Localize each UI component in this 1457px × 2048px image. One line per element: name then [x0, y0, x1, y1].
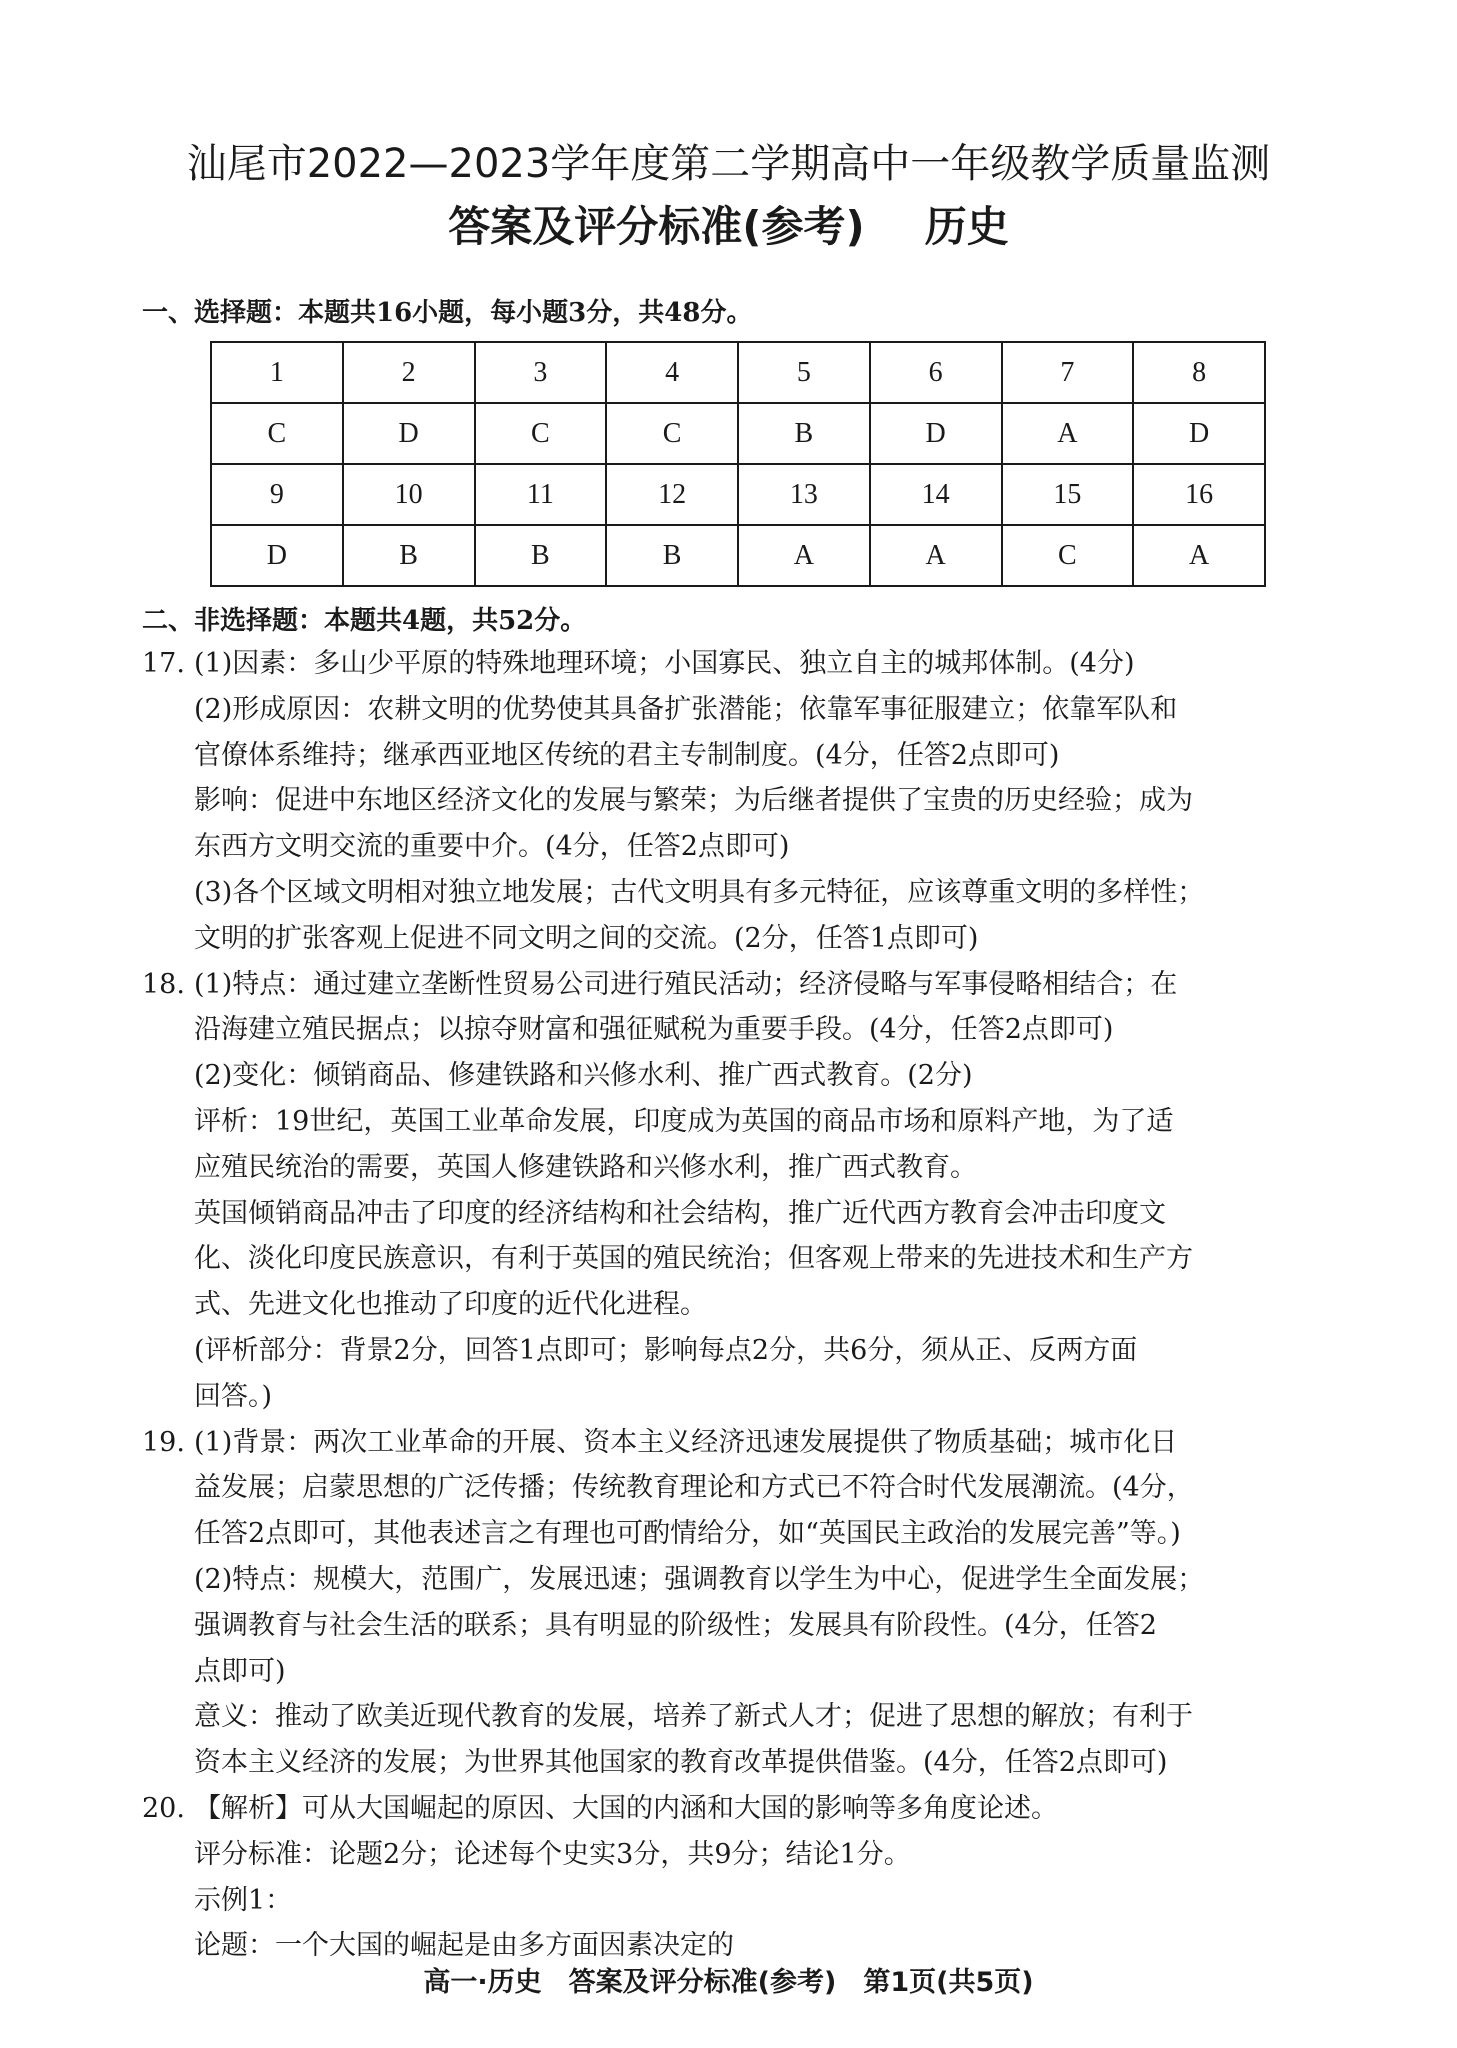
answer-line: 18. (1)特点：通过建立垄断性贸易公司进行殖民活动；经济侵略与军事侵略相结合；在: [142, 962, 1342, 1008]
table-row: [211, 525, 1265, 586]
answer-line: 19. (1)背景：两次工业革命的开展、资本主义经济迅速发展提供了物质基础；城市化日: [142, 1420, 1342, 1466]
table-cell: A: [870, 525, 1002, 586]
table-cell: C: [1002, 525, 1134, 586]
answer-line: 英国倾销商品冲击了印度的经济结构和社会结构，推广近代西方教育会冲击印度文: [194, 1197, 1166, 1229]
table-cell: B: [475, 525, 607, 586]
table-cell: 16: [1133, 464, 1265, 525]
answer-line: 应殖民统治的需要，英国人修建铁路和兴修水利，推广西式教育。: [194, 1151, 977, 1183]
answer-line: (2)形成原因：农耕文明的优势使其具备扩张潜能；依靠军事征服建立；依靠军队和: [194, 693, 1178, 725]
subtitle-answer-key: 答案及评分标准(参考): [448, 202, 865, 251]
page-subtitle: [0, 194, 1457, 254]
answer-line: 影响：促进中东地区经济文化的发展与繁荣；为后继者提供了宝贵的历史经验；成为: [194, 785, 1193, 817]
table-cell: 7: [1002, 342, 1134, 403]
table-cell: 10: [343, 464, 475, 525]
question-number: 17.: [142, 648, 185, 679]
section2-heading: 二、非选择题：本题共4题，共52分。: [142, 606, 587, 636]
table-cell: A: [1002, 403, 1134, 464]
answer-table: [210, 341, 1266, 587]
answer-line: 评析：19世纪，英国工业革命发展，印度成为英国的商品市场和原料产地，为了适: [194, 1105, 1174, 1137]
table-cell: 13: [738, 464, 870, 525]
answer-line: 意义：推动了欧美近现代教育的发展，培养了新式人才；促进了思想的解放；有利于: [194, 1701, 1193, 1733]
table-cell: 9: [211, 464, 343, 525]
question-number: 19.: [142, 1426, 185, 1458]
table-row: [211, 464, 1265, 525]
answer-line: (评析部分：背景2分，回答1点即可；影响每点2分，共6分，须从正、反两方面: [194, 1334, 1138, 1366]
table-row: [211, 403, 1265, 464]
table-cell: 14: [870, 464, 1002, 525]
table-cell: 2: [343, 342, 475, 403]
answer-line: 文明的扩张客观上促进不同文明之间的交流。(2分，任答1点即可): [194, 922, 979, 954]
table-cell: A: [738, 525, 870, 586]
table-cell: D: [870, 403, 1002, 464]
table-cell: 1: [211, 342, 343, 403]
answer-line: 官僚体系维持；继承西亚地区传统的君主专制制度。(4分，任答2点即可): [194, 739, 1060, 771]
subtitle-subject: 历史: [924, 202, 1009, 251]
question-number: 18.: [142, 968, 185, 1000]
table-cell: D: [1133, 403, 1265, 464]
answer-line: 沿海建立殖民据点；以掠夺财富和强征赋税为重要手段。(4分，任答2点即可): [194, 1014, 1114, 1046]
table-cell: 5: [738, 342, 870, 403]
table-cell: 4: [606, 342, 738, 403]
answer-line: (3)各个区域文明相对独立地发展；古代文明具有多元特征，应该尊重文明的多样性；: [194, 876, 1205, 908]
table-cell: C: [211, 403, 343, 464]
table-cell: 15: [1002, 464, 1134, 525]
table-cell: 8: [1133, 342, 1265, 403]
table-cell: A: [1133, 525, 1265, 586]
answer-line: 论题：一个大国的崛起是由多方面因素决定的: [194, 1930, 734, 1962]
answer-line: (2)特点：规模大，范围广，发展迅速；强调教育以学生为中心，促进学生全面发展；: [194, 1563, 1205, 1595]
section1-heading: 一、选择题：本题共16小题，每小题3分，共48分。: [142, 298, 753, 328]
answer-line: 任答2点即可，其他表述言之有理也可酌情给分，如“英国民主政治的发展完善”等。): [194, 1518, 1181, 1550]
answer-line: 17. (1)因素：多山少平原的特殊地理环境；小国寡民、独立自主的城邦体制。(4分): [142, 641, 1342, 687]
table-row: [211, 342, 1265, 403]
answer-line: 式、先进文化也推动了印度的近代化进程。: [194, 1289, 707, 1321]
page-footer: 高一·历史 答案及评分标准(参考) 第1页(共5页): [423, 1967, 1034, 1998]
table-cell: B: [738, 403, 870, 464]
table-cell: C: [475, 403, 607, 464]
table-cell: D: [343, 403, 475, 464]
answer-line: 点即可): [194, 1655, 286, 1687]
answer-line: 回答。): [194, 1380, 273, 1412]
answer-line: (2)变化：倾销商品、修建铁路和兴修水利、推广西式教育。(2分): [194, 1060, 973, 1092]
answer-line: 评分标准：论题2分；论述每个史实3分，共9分；结论1分。: [194, 1838, 911, 1870]
table-cell: 6: [870, 342, 1002, 403]
answer-line: 东西方文明交流的重要中介。(4分，任答2点即可): [194, 831, 790, 863]
answer-line: 示例1：: [194, 1884, 293, 1916]
answer-line: 20. 【解析】可从大国崛起的原因、大国的内涵和大国的影响等多角度论述。: [142, 1786, 1342, 1832]
table-cell: B: [606, 525, 738, 586]
table-cell: C: [606, 403, 738, 464]
question-number: 20.: [142, 1792, 185, 1824]
answer-body: [142, 641, 1342, 1969]
answer-line: 强调教育与社会生活的联系；具有明显的阶级性；发展具有阶段性。(4分，任答2: [194, 1609, 1157, 1641]
answer-line: 化、淡化印度民族意识，有利于英国的殖民统治；但客观上带来的先进技术和生产方: [194, 1243, 1193, 1275]
table-cell: D: [211, 525, 343, 586]
answer-line: 资本主义经济的发展；为世界其他国家的教育改革提供借鉴。(4分，任答2点即可): [194, 1747, 1168, 1779]
answer-line: 益发展；启蒙思想的广泛传播；传统教育理论和方式已不符合时代发展潮流。(4分，: [194, 1472, 1194, 1504]
page-title: 汕尾市2022—2023学年度第二学期高中一年级教学质量监测: [186, 141, 1271, 187]
table-cell: 11: [475, 464, 607, 525]
table-cell: 3: [475, 342, 607, 403]
table-cell: B: [343, 525, 475, 586]
table-cell: 12: [606, 464, 738, 525]
